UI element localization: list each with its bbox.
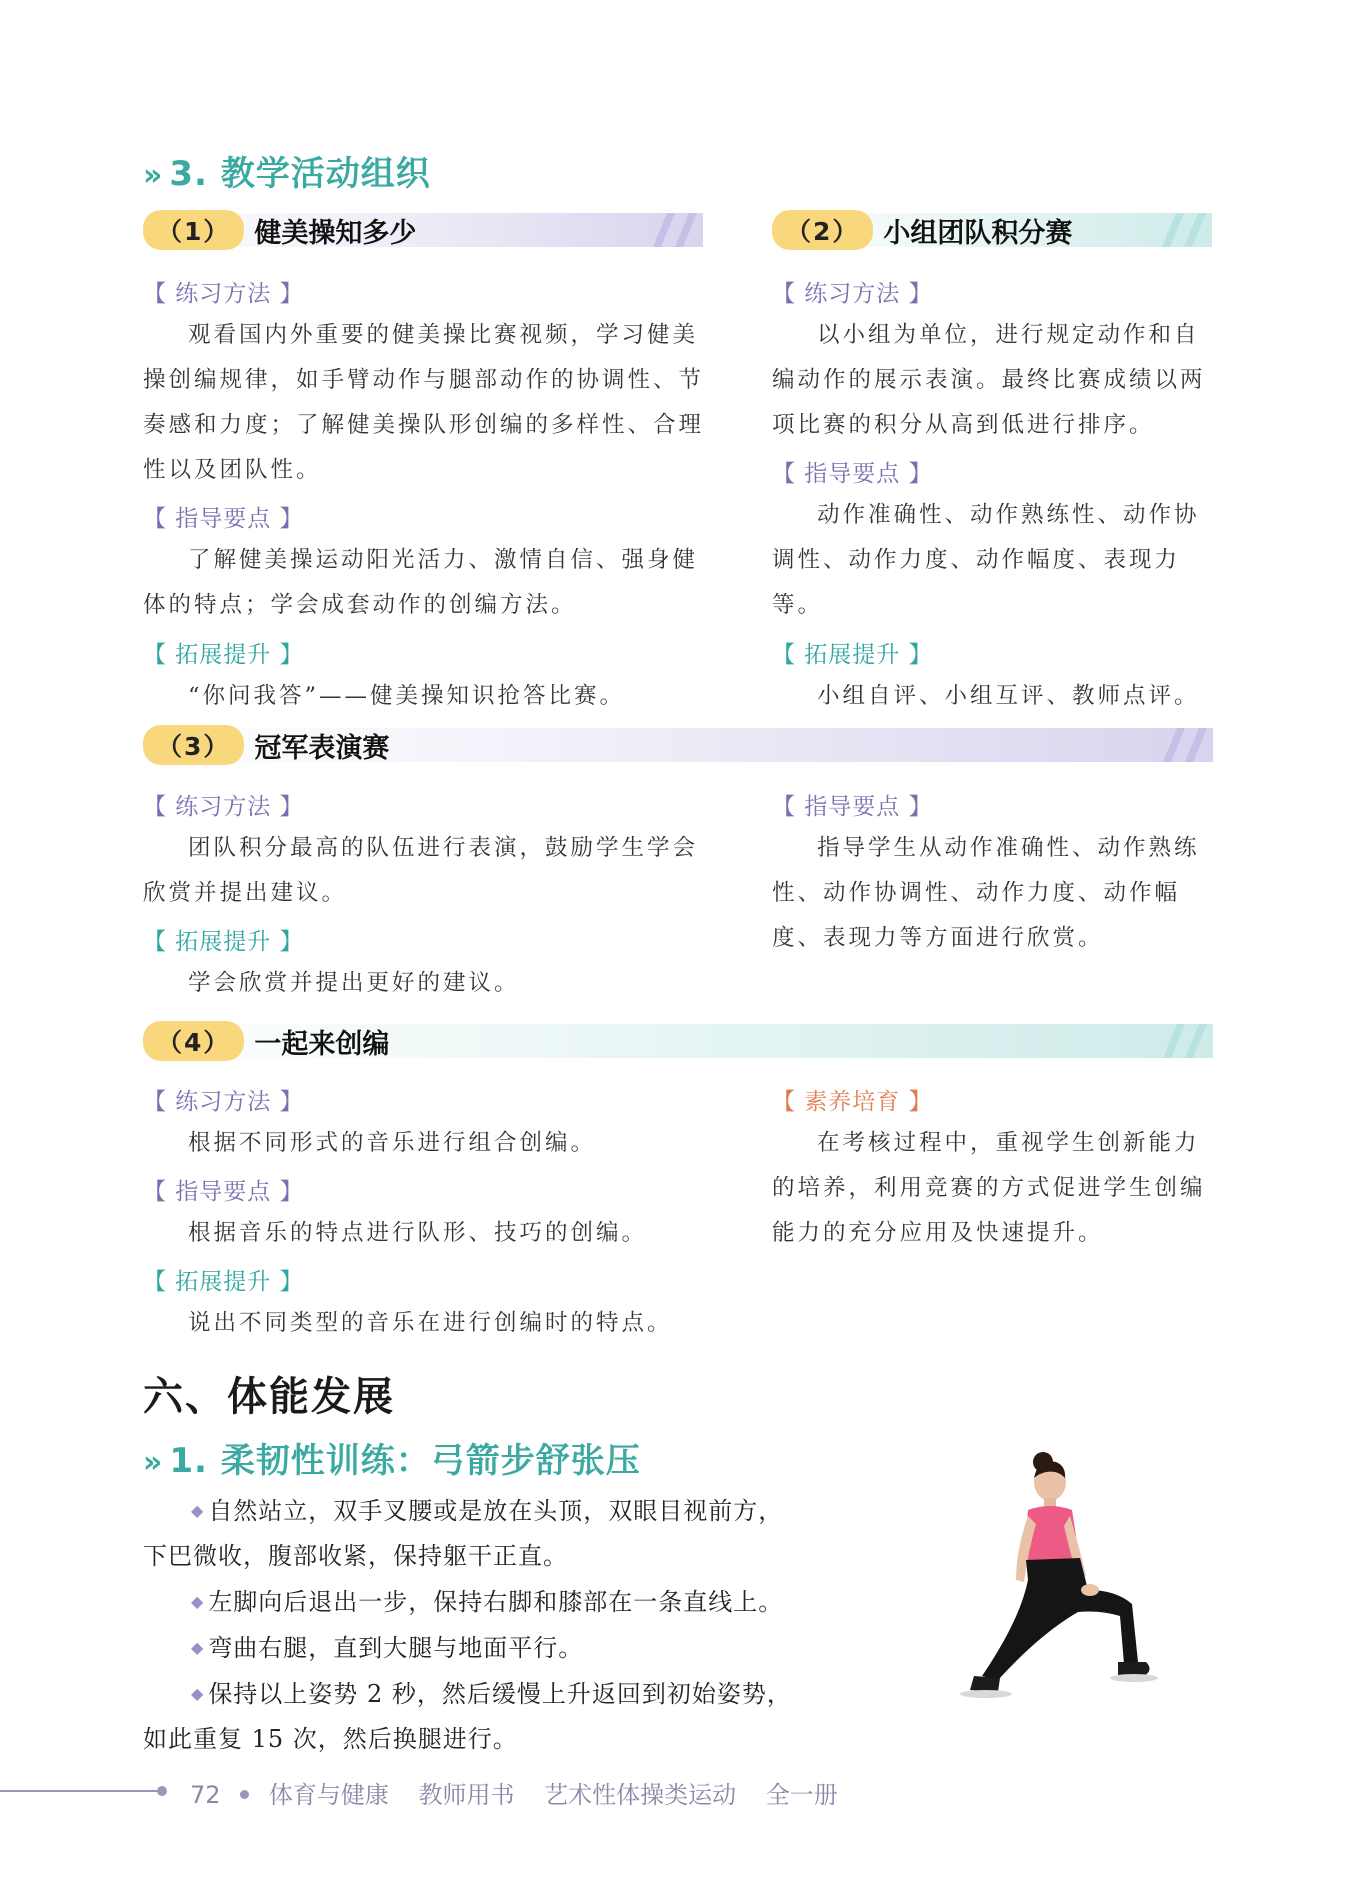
activity-2-guide: 动作准确性、动作熟练性、动作协调性、动作力度、动作幅度、表现力等。 [772, 502, 1200, 618]
label-method: 【 练习方法 】 [143, 794, 304, 820]
steps-list [143, 1488, 863, 1762]
activity-1-guide: 了解健美操运动阳光活力、激情自信、强身健体的特点；学会成套动作的创编方法。 [143, 547, 699, 618]
activity-4-extend: 说出不同类型的音乐在进行创编时的特点。 [188, 1310, 673, 1336]
stripe-decoration-icon [1143, 1024, 1213, 1058]
footer-dot-icon [157, 1786, 167, 1796]
activity-4-method: 根据不同形式的音乐进行组合创编。 [188, 1130, 597, 1156]
lunge-exercise-figure [920, 1440, 1170, 1710]
list-item: ◆ 左脚向后退出一步，保持右脚和膝部在一条直线上。 [191, 1588, 784, 1616]
label-guide: 【 指导要点 】 [143, 506, 304, 532]
activity-3-header [143, 728, 1213, 762]
activity-1-extend: “你问我答”——健美操知识抢答比赛。 [188, 683, 626, 709]
label-extend: 【 拓展提升 】 [143, 929, 304, 955]
label-guide: 【 指导要点 】 [143, 1179, 304, 1205]
stripe-decoration-icon [633, 213, 703, 247]
activity-title: 冠军表演赛 [254, 732, 390, 764]
activity-number-badge: （4） [143, 1021, 244, 1061]
diamond-bullet-icon: ◆ [191, 1684, 205, 1703]
label-literacy: 【 素养培育 】 [772, 1089, 933, 1115]
activity-1-header [143, 213, 703, 247]
activity-number-badge: （1） [143, 210, 244, 250]
list-item: ◆ 自然站立，双手叉腰或是放在头顶，双眼目视前方， [191, 1497, 784, 1525]
book-title: 体育与健康 [268, 1781, 389, 1809]
list-item: ◆ 弯曲右腿，直到大腿与地面平行。 [191, 1634, 584, 1662]
label-method: 【 练习方法 】 [143, 281, 304, 307]
activity-number-badge: （3） [143, 725, 244, 765]
label-method: 【 练习方法 】 [772, 281, 933, 307]
activity-title: 小组团队积分赛 [883, 217, 1073, 249]
page-number: 72 [190, 1781, 221, 1809]
section-1-title: » 1. 柔韧性训练：弓箭步舒张压 [143, 1441, 641, 1481]
activity-2-extend: 小组自评、小组互评、教师点评。 [817, 683, 1200, 709]
chapter-6-title: 六、体能发展 [143, 1374, 395, 1420]
activity-2-header [772, 213, 1212, 247]
label-method: 【 练习方法 】 [143, 1089, 304, 1115]
diamond-bullet-icon: ◆ [191, 1501, 205, 1520]
activity-4-guide: 根据音乐的特点进行队形、技巧的创编。 [188, 1220, 648, 1246]
book-type: 教师用书 [418, 1781, 515, 1809]
activity-3-extend: 学会欣赏并提出更好的建议。 [188, 970, 520, 996]
label-guide: 【 指导要点 】 [772, 794, 933, 820]
stripe-decoration-icon [1142, 213, 1212, 247]
activity-1-method: 观看国内外重要的健美操比赛视频，学习健美操创编规律，如手臂动作与腿部动作的协调性、节奏感和力度；了解健美操队形创编的多样性、合理性以及团队性。 [143, 322, 705, 483]
label-extend: 【 拓展提升 】 [772, 642, 933, 668]
list-item: 下巴微收，腹部收紧，保持躯干正直。 [143, 1542, 568, 1570]
chevron-arrow-icon: » [143, 1445, 164, 1480]
page-footer [190, 1775, 838, 1810]
book-volume: 全一册 [765, 1781, 838, 1809]
activity-3-guide: 指导学生从动作准确性、动作熟练性、动作协调性、动作力度、动作幅度、表现力等方面进行欣赏。 [772, 835, 1200, 951]
label-extend: 【 拓展提升 】 [143, 642, 304, 668]
book-subject: 艺术性体操类运动 [544, 1781, 737, 1809]
stripe-decoration-icon [1143, 728, 1213, 762]
diamond-bullet-icon: ◆ [191, 1638, 205, 1657]
list-item: 如此重复 15 次，然后换腿进行。 [143, 1725, 518, 1753]
activity-2-method: 以小组为单位，进行规定动作和自编动作的展示表演。最终比赛成绩以两项比赛的积分从高到低进行排序。 [772, 322, 1206, 438]
list-item: ◆ 保持以上姿势 2 秒，然后缓慢上升返回到初始姿势， [191, 1680, 792, 1708]
diamond-bullet-icon: ◆ [191, 1592, 205, 1611]
footer-rule [0, 1790, 160, 1792]
footer-dot-icon [240, 1790, 249, 1799]
label-extend: 【 拓展提升 】 [143, 1269, 304, 1295]
activity-4-header [143, 1024, 1213, 1058]
label-guide: 【 指导要点 】 [772, 461, 933, 487]
activity-number-badge: （2） [772, 210, 873, 250]
activity-title: 健美操知多少 [254, 217, 417, 249]
activity-4-literacy: 在考核过程中，重视学生创新能力的培养，利用竞赛的方式促进学生创编能力的充分应用及快速提升。 [772, 1130, 1206, 1246]
section-3-title: » 3. 教学活动组织 [143, 154, 431, 194]
activity-title: 一起来创编 [254, 1028, 390, 1060]
chevron-arrow-icon: » [143, 158, 164, 193]
activity-3-method: 团队积分最高的队伍进行表演，鼓励学生学会欣赏并提出建议。 [143, 835, 699, 906]
